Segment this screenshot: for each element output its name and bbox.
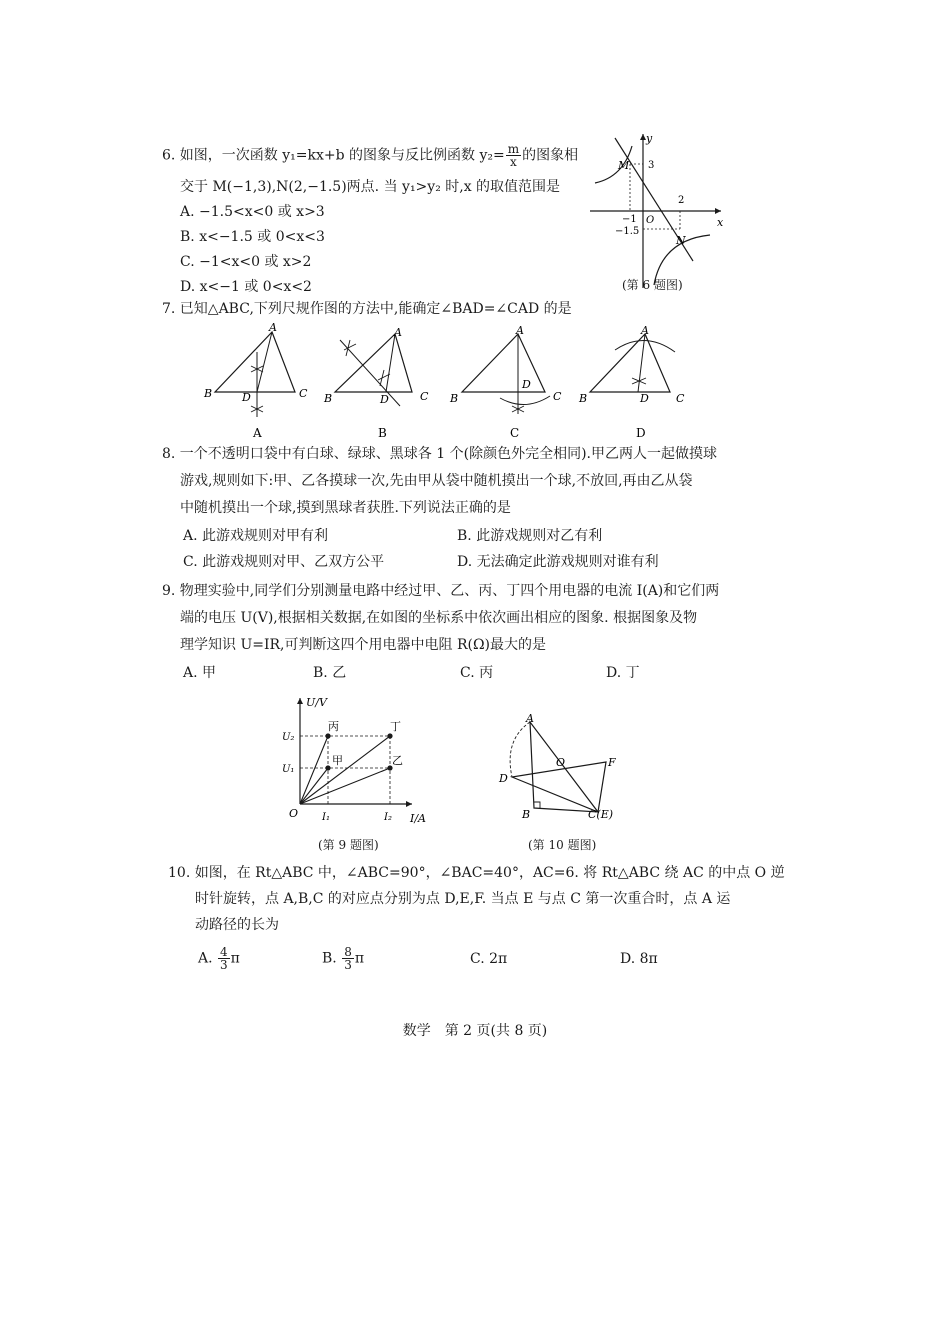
q10-option-b-den: 3 xyxy=(344,958,352,972)
q6-stem-part1: 6. 如图，一次函数 y₁=kx+b 的图象与反比例函数 y₂= xyxy=(162,147,505,164)
q10-label-a: A xyxy=(526,712,534,725)
q6-x-label: x xyxy=(717,216,724,229)
q8-option-b: B. 此游戏规则对乙有利 xyxy=(457,528,603,544)
q10-option-b-prefix: B. xyxy=(322,950,337,967)
q9-label-yi: 乙 xyxy=(392,754,403,767)
q9-label-ding: 丁 xyxy=(390,720,401,733)
q7-stem: 7. 已知△ABC,下列尺规作图的方法中,能确定∠BAD=∠CAD 的是 xyxy=(162,301,572,317)
q9-stem-line2: 端的电压 U(V),根据相关数据,在如图的坐标系中依次画出相应的图象. 根据图象及物 xyxy=(180,610,698,626)
q10-figure-caption: (第 10 题图) xyxy=(528,838,597,852)
q10-right-angle-mark xyxy=(534,802,540,808)
q10-label-b: B xyxy=(522,808,531,821)
q6-frac-den: x xyxy=(510,155,517,169)
q7-d-vertex-b: B xyxy=(579,392,588,405)
q10-option-a-suffix: π xyxy=(230,950,240,967)
q7-b-point-d: D xyxy=(380,393,389,406)
q8-stem-line1: 8. 一个不透明口袋中有白球、绿球、黑球各 1 个(除颜色外完全相同).甲乙两人一起做摸球 xyxy=(162,446,717,462)
q9-i1-label: I₁ xyxy=(322,812,330,823)
q8-option-a: A. 此游戏规则对甲有利 xyxy=(183,528,329,544)
q9-i-axis-label: I/A xyxy=(410,812,426,825)
q7-figure-d xyxy=(578,324,685,440)
q10-option-d-prefix: D. xyxy=(620,951,636,967)
q10-option-b-suffix: π xyxy=(354,950,365,967)
q10-stem-line1: 10. 如图，在 Rt△ABC 中，∠ABC=90°，∠BAC=40°，AC=6. 将 Rt△ABC 绕 AC 的中点 O 逆 xyxy=(168,865,785,881)
q7-c-vertex-b: B xyxy=(450,392,459,405)
q7-figure-b xyxy=(323,326,429,440)
q7-b-vertex-a: A xyxy=(394,326,402,339)
q10-option-b-fraction xyxy=(342,946,354,971)
q7-figures xyxy=(200,322,700,444)
q7-c-point-d: D xyxy=(522,378,531,391)
q6-figure xyxy=(585,128,735,298)
q7-figure-a xyxy=(203,322,308,440)
q7-a-point-d: D xyxy=(242,391,251,404)
q9-i2-label: I₂ xyxy=(384,812,392,823)
q6-frac-num: m xyxy=(507,142,520,156)
q10-stem-line3: 动路径的长为 xyxy=(195,917,279,933)
q6-point-m-label: M xyxy=(618,159,630,172)
q6-tick-2: 2 xyxy=(678,195,685,206)
q9-point-bing xyxy=(325,733,330,738)
q9-u-axis-label: U/V xyxy=(306,696,327,709)
q9-stem-line1: 9. 物理实验中,同学们分别测量电路中经过甲、乙、丙、丁四个用电器的电流 I(A)和它们两 xyxy=(162,583,720,599)
q7-choice-a-label: A xyxy=(253,426,262,440)
q7-figure-c xyxy=(449,324,562,440)
q10-option-c-text: 2π xyxy=(489,951,508,967)
q10-option-a-fraction xyxy=(218,946,230,971)
q7-d-vertex-c: C xyxy=(676,392,685,405)
q6-option-a: A. −1.5<x<0 或 x>3 xyxy=(180,204,325,220)
q6-stem-line1 xyxy=(162,143,578,168)
q9-option-a: A. 甲 xyxy=(183,665,217,681)
q6-origin-label: O xyxy=(646,215,655,226)
q6-stem-part2: 的图象相 xyxy=(522,147,579,164)
q10-label-f: F xyxy=(608,756,616,769)
q10-option-a-den: 3 xyxy=(220,958,228,972)
q6-tick-neg1: −1 xyxy=(622,214,637,225)
q10-label-ce: C(E) xyxy=(588,808,614,821)
q7-choice-d-label: D xyxy=(636,426,646,440)
q6-tick-3: 3 xyxy=(648,160,655,171)
q10-label-d: D xyxy=(499,772,508,785)
q6-option-d: D. x<−1 或 0<x<2 xyxy=(180,279,312,295)
q10-label-o: O xyxy=(556,756,566,769)
q7-d-vertex-a: A xyxy=(641,324,649,337)
q9-option-d: D. 丁 xyxy=(606,665,640,681)
q6-option-c: C. −1<x<0 或 x>2 xyxy=(180,254,312,270)
q6-figure-caption: (第 6 题图) xyxy=(622,278,683,292)
q6-y-label: y xyxy=(646,132,653,145)
q6-tick-neg1.5: −1.5 xyxy=(615,226,640,237)
q9-point-ding xyxy=(387,733,392,738)
q9-u-arrow xyxy=(297,698,303,704)
q7-b-vertex-b: B xyxy=(324,392,333,405)
q7-choice-c-label: C xyxy=(510,426,520,440)
q9-label-jia: 甲 xyxy=(332,754,343,767)
q9-stem-line3: 理学知识 U=IR,可判断这四个用电器中电阻 R(Ω)最大的是 xyxy=(180,637,547,653)
q9-origin-label: O xyxy=(289,807,299,820)
q9-figure xyxy=(270,692,440,832)
q7-d-point-d: D xyxy=(640,392,649,405)
q8-option-c: C. 此游戏规则对甲、乙双方公平 xyxy=(183,554,385,570)
q7-c-vertex-a: A xyxy=(516,324,524,337)
q10-option-c-prefix: C. xyxy=(470,951,485,967)
q10-option-a-num: 4 xyxy=(220,945,228,959)
q8-stem-line3: 中随机摸出一个球,摸到黑球者获胜.下列说法正确的是 xyxy=(180,500,511,516)
q9-u1-label: U₁ xyxy=(282,764,295,775)
q10-option-b-num: 8 xyxy=(344,945,352,959)
q10-option-c xyxy=(470,950,507,968)
q7-a-vertex-a: A xyxy=(269,322,277,334)
q7-b-vertex-c: C xyxy=(420,390,429,403)
q8-stem-line2: 游戏,规则如下:甲、乙各摸球一次,先由甲从袋中随机摸出一个球,不放回,再由乙从袋 xyxy=(180,473,693,489)
q6-option-b: B. x<−1.5 或 0<x<3 xyxy=(180,229,325,245)
q7-a-vertex-c: C xyxy=(299,387,308,400)
q7-a-vertex-b: B xyxy=(204,387,213,400)
q8-option-d: D. 无法确定此游戏规则对谁有利 xyxy=(457,554,659,570)
q9-figure-caption: (第 9 题图) xyxy=(318,838,379,852)
q7-choice-b-label: B xyxy=(378,426,387,440)
q9-label-bing: 丙 xyxy=(328,720,339,733)
q10-option-d xyxy=(620,950,658,968)
q9-u2-label: U₂ xyxy=(282,732,295,743)
q9-option-b: B. 乙 xyxy=(313,665,347,681)
q6-x-arrow xyxy=(715,208,721,214)
q10-option-b xyxy=(322,946,364,971)
page-footer: 数学 第 2 页(共 8 页) xyxy=(402,1023,548,1039)
q10-option-a-prefix: A. xyxy=(198,950,213,967)
q9-i-arrow xyxy=(406,801,412,807)
q10-figure xyxy=(490,710,630,830)
q10-option-d-text: 8π xyxy=(639,951,658,967)
q9-point-jia xyxy=(325,765,330,770)
q10-rotation-arc xyxy=(510,722,530,777)
q6-stem-line2: 交于 M(−1,3),N(2,−1.5)两点. 当 y₁>y₂ 时,x 的取值范围是 xyxy=(180,179,561,195)
q6-point-n-label: N xyxy=(676,234,686,247)
q6-fraction xyxy=(506,143,521,168)
q10-option-a xyxy=(198,946,240,971)
q7-c-vertex-c: C xyxy=(553,390,562,403)
q10-stem-line2: 时针旋转，点 A,B,C 的对应点分别为点 D,E,F. 当点 E 与点 C 第一次重合时，点 A 运 xyxy=(195,891,731,907)
q9-option-c: C. 丙 xyxy=(460,665,494,681)
